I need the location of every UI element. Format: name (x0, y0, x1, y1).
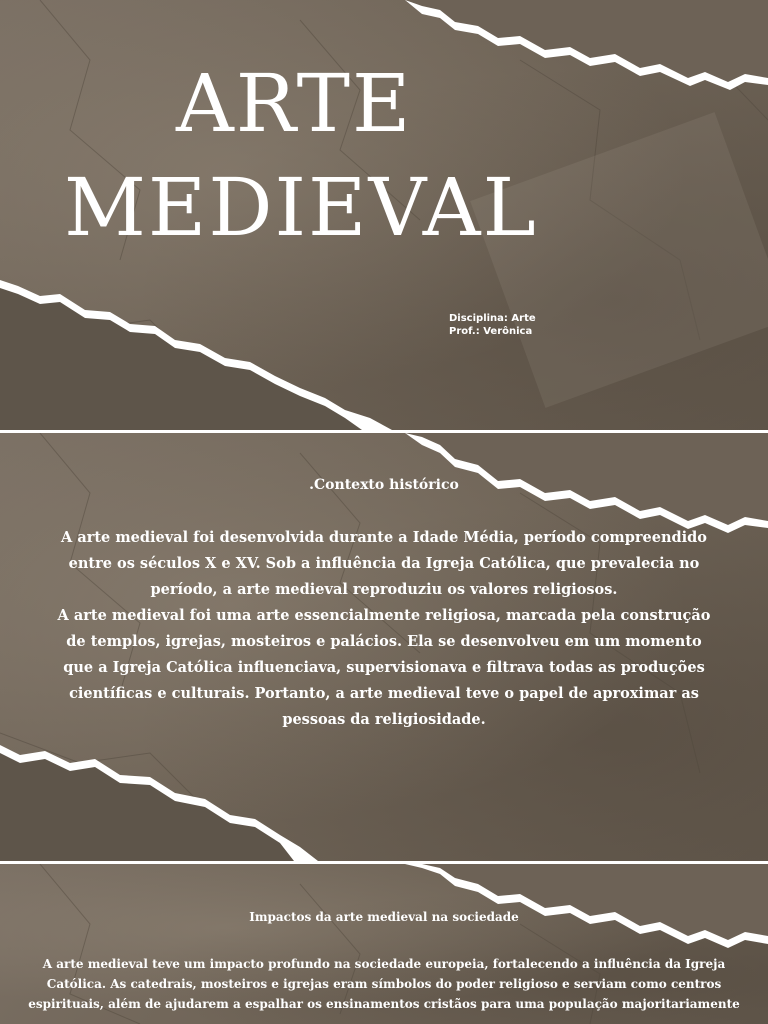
cover-slide (0, 0, 768, 430)
impacts-paragraph-1: A arte medieval teve um impacto profundo na sociedade europeia, fortalecendo a influência da Igreja Católica. As catedrais, mosteiros e igrejas eram símbolos do poder religioso e serviam como centros espirituais, além de ajudarem a espalhar os ensinamentos cristãos para uma população majoritariamente (28, 957, 740, 1011)
section-heading-impacts: Impactos da arte medieval na sociedade (249, 910, 519, 924)
context-paragraph-2: A arte medieval foi uma arte essencialmente religiosa, marcada pela construção de templos, igrejas, mosteiros e palácios. Ela se desenvolveu em um momento que a Igreja Católica influenciava, supervisionava e filtrava todas as produções científicas e culturais. Portanto, a arte medieval teve o papel de aproximar as pessoas da religiosidade. (57, 607, 711, 728)
section-heading-context: .Contexto histórico (309, 477, 459, 493)
course-info (449, 312, 536, 338)
context-paragraph-1: A arte medieval foi desenvolvida durante a Idade Média, período compreendido entre os séculos X e XV. Sob a influência da Igreja Católica, que prevalecia no período, a arte medieval reproduziu os valores religiosos. (61, 529, 707, 598)
impacts-slide (0, 864, 768, 1024)
professor-label: Prof.: Verônica (449, 326, 533, 337)
context-slide (0, 433, 768, 861)
title-arte: ARTE (176, 57, 413, 150)
title-medieval: MEDIEVAL (64, 161, 538, 254)
discipline-label: Disciplina: Arte (449, 313, 536, 324)
context-body (54, 525, 714, 733)
